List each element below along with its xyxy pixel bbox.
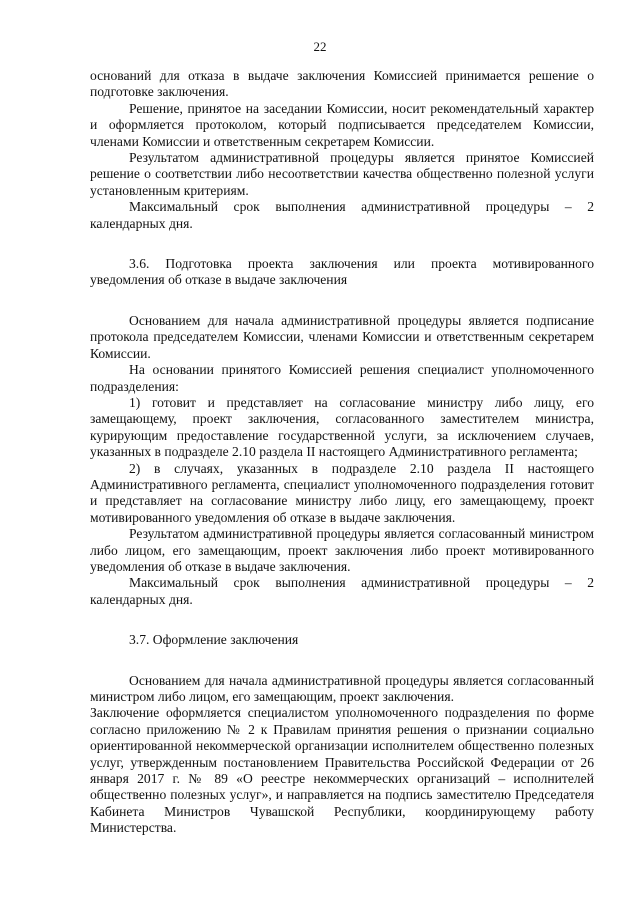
section-heading-3-7: 3.7. Оформление заключения [129,632,299,648]
page-number: 22 [313,39,327,54]
paragraph-continuation: оснований для отказа в выдаче заключения Комиссией принимается решение о подготовке заключения. [90,68,594,100]
document-body [90,68,594,837]
section-heading-3-6: 3.6. Подготовка проекта заключения или проекта мотивированного уведомления об отказе в выдаче заключения [90,256,594,288]
paragraph-result: Результатом административной процедуры является согласованный министром либо лицом, его замещающим, проект заключения либо проект мотивированного уведомления об отказе в выдаче заключения. [90,526,594,574]
paragraph-basis: Основанием для начала административной процедуры является согласованный министром либо лицом, его замещающим, проект заключения. [90,672,594,704]
list-item-2: 2) в случаях, указанных в подразделе 2.10 раздела II настоящего Административного регламента, специалист уполномоченного подразделения готовит и представляет на согласование министру либо лицу, его замещающему, проект мотивированного уведомления об отказе в выдаче заключения. [90,460,594,525]
paragraph-decision: Решение, принятое на заседании Комиссии, носит рекомендательный характер и оформляется протоколом, который подписывается председателем Комиссии, членами Комиссии и ответственным секретарем Комиссии. [90,100,594,149]
paragraph-conclusion-form: Заключение оформляется специалистом уполномоченного подразделения по форме согласно приложению № 2 к Правилам принятия решения о признании социально ориентированной некоммерческой организации исполнителем общественно полезных услуг, утвержденным постановлением Правительства Российской Федерации от 26 января 2017 г. № 89 «О реестре некоммерческих организаций – исполнителей общественно полезных услуг», и направляется на подпись заместителю Председателя Кабинета Министров Чувашской Республики, координирующему работу Министерства. [90,705,594,836]
paragraph-result: Результатом административной процедуры является принятое Комиссией решение о соответствии либо несоответствии качества общественно полезной услуги установленным критериям. [90,150,594,198]
paragraph-deadline: Максимальный срок выполнения административной процедуры – 2 календарных дня. [90,575,594,607]
paragraph-basis: Основанием для начала административной процедуры является подписание протокола председателем Комиссии, членами Комиссии и ответственным секретарем Комиссии. [90,312,594,361]
list-item-1: 1) готовит и представляет на согласование министру либо лицу, его замещающему, проект заключения, согласованного заместителем министра, курирующим предоставление государственной услуги, за исключением случаев, указанных в подразделе 2.10 раздела II настоящего Административного регламента; [90,394,594,460]
paragraph-deadline: Максимальный срок выполнения административной процедуры – 2 календарных дня. [90,199,594,231]
paragraph-specialist: На основании принятого Комиссией решения специалист уполномоченного подразделения: [90,362,594,394]
